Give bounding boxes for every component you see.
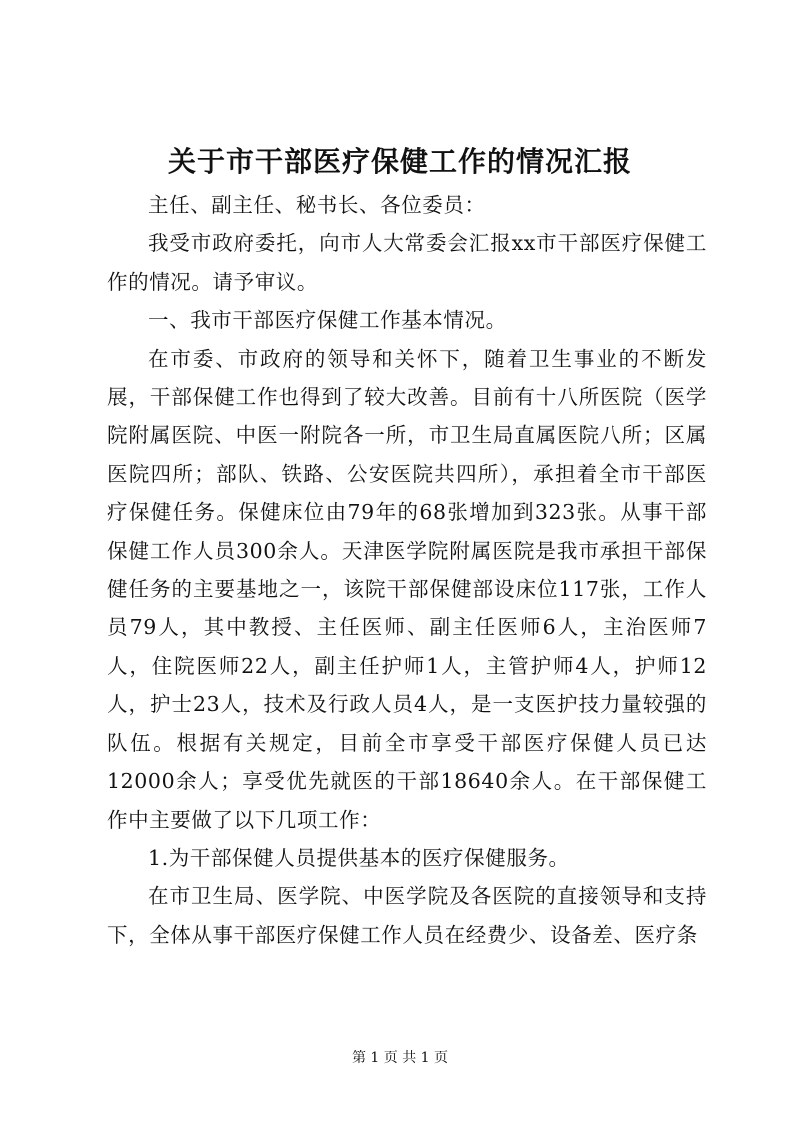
intro-paragraph: 我受市政府委托，向市人大常委会汇报xx市干部医疗保健工作的情况。请予审议。 bbox=[107, 231, 707, 294]
document-body bbox=[107, 186, 707, 954]
body-paragraph: 在市委、市政府的领导和关怀下，随着卫生事业的不断发展，干部保健工作也得到了较大改善。目前有十八所医院（医学院附属医院、中医一附院各一所，市卫生局直属医院八所；区属医院四所；部队、铁路、公安医院共四所），承担着全市干部医疗保健任务。保健床位由79年的68张增加到323张。从事干部保健工作人员300余人。天津医学院附属医院是我市承担干部保健任务的主要基地之一，该院干部保健部设床位117张，工作人员79人，其中教授、主任医师、副主任医师6人，主治医师7人，住院医师22人，副主任护师1人，主管护师4人，护师12人，护士23人，技术及行政人员4人，是一支医护技力量较强的队伍。根据有关规定，目前全市享受干部医疗保健人员已达12000余人；享受优先就医的干部18640余人。在干部保健工作中主要做了以下几项工作： bbox=[107, 346, 707, 832]
section-heading: 一、我市干部医疗保健工作基本情况。 bbox=[148, 308, 507, 333]
page-footer: 第 1 页 共 1 页 bbox=[351, 1050, 449, 1066]
document-title: 关于市干部医疗保健工作的情况汇报 bbox=[167, 145, 632, 178]
body-paragraph: 在市卫生局、医学院、中医学院及各医院的直接领导和支持下，全体从事干部医疗保健工作人员在经费少、设备差、医疗条 bbox=[107, 884, 707, 947]
salutation-paragraph: 主任、副主任、秘书长、各位委员： bbox=[148, 193, 486, 217]
subsection-heading: 1.为干部保健人员提供基本的医疗保健服务。 bbox=[148, 845, 570, 870]
